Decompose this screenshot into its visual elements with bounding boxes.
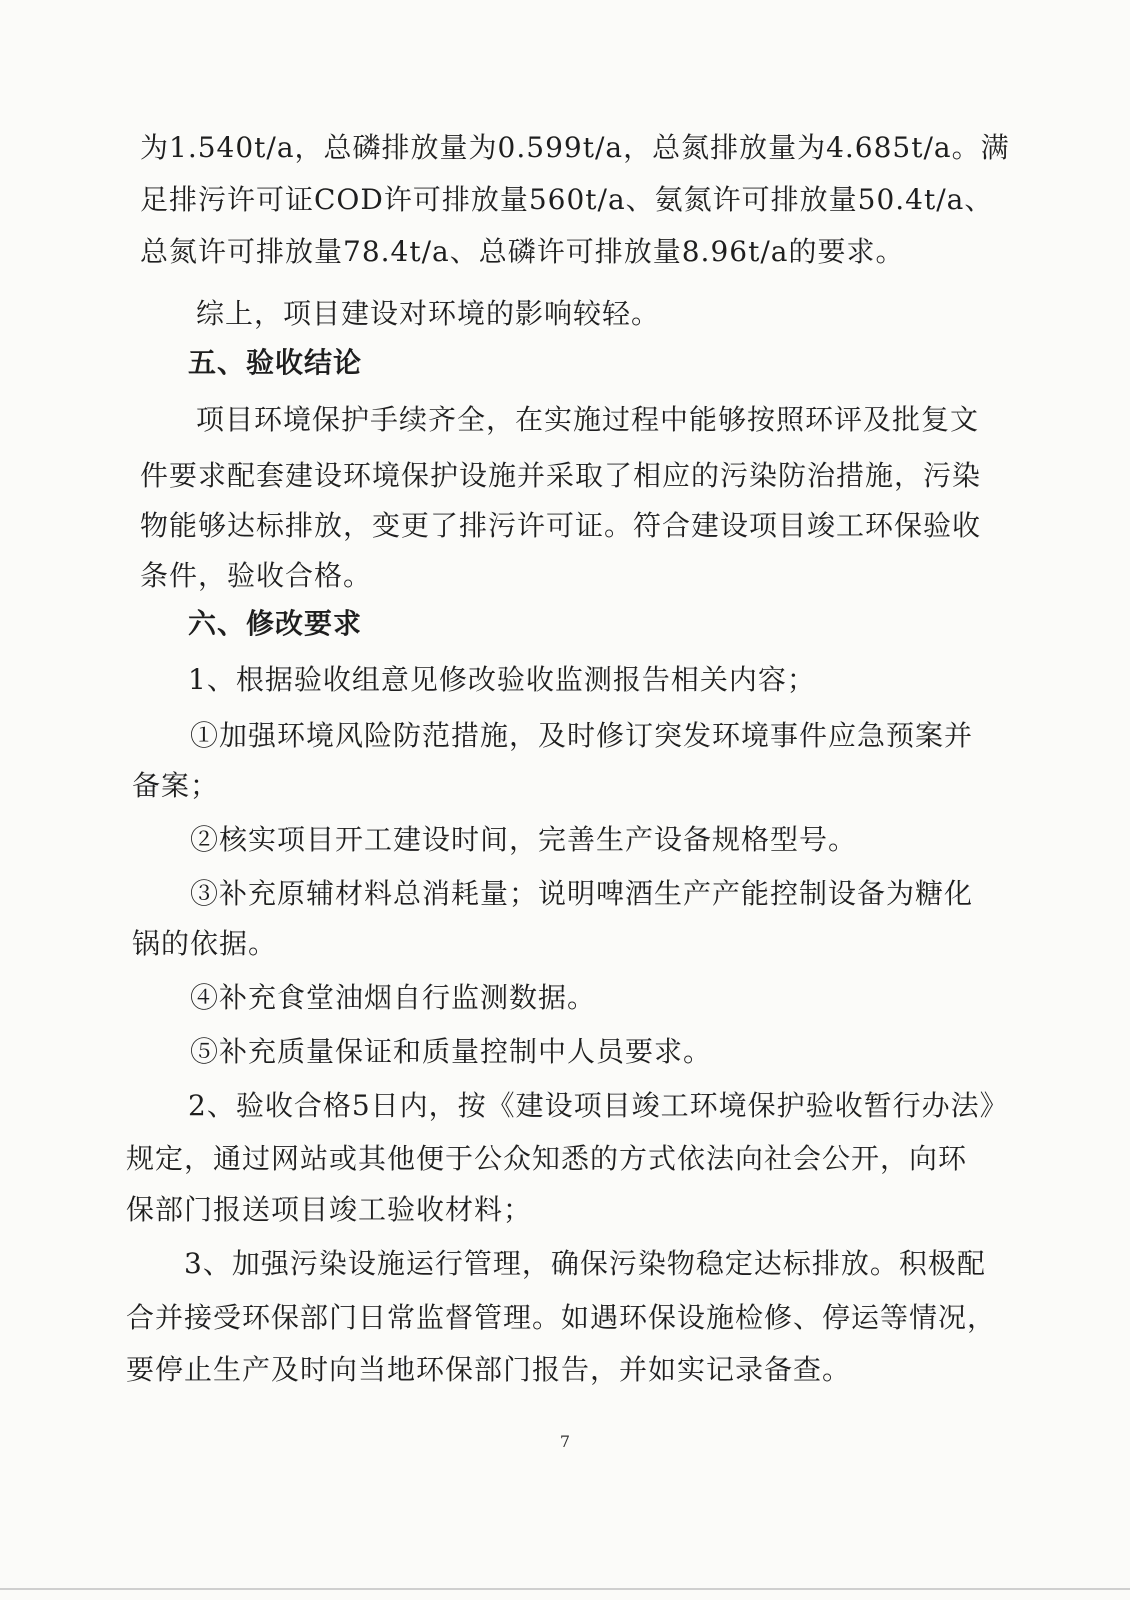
section-heading: 六、修改要求 [188, 607, 363, 640]
paragraph-line: 2、验收合格5日内，按《建设项目竣工环境保护验收暂行办法》 [188, 1089, 1009, 1122]
paragraph-line: ③补充原辅材料总消耗量；说明啤酒生产产能控制设备为糖化 [190, 877, 974, 910]
paragraph-line: ②核实项目开工建设时间，完善生产设备规格型号。 [190, 823, 858, 856]
paragraph-line: 3、加强污染设施运行管理，确保污染物稳定达标排放。积极配 [184, 1247, 986, 1280]
paragraph-line: 项目环境保护手续齐全，在实施过程中能够按照环评及批复文 [196, 403, 980, 436]
paragraph-line: 1、根据验收组意见修改验收监测报告相关内容； [188, 663, 816, 696]
paragraph-line: 件要求配套建设环境保护设施并采取了相应的污染防治措施，污染 [140, 459, 982, 492]
scan-edge-divider [0, 1588, 1130, 1590]
paragraph-line: 足排污许可证COD许可排放量560t/a、氨氮许可排放量50.4t/a、 [140, 183, 994, 216]
paragraph-line: ④补充食堂油烟自行监测数据。 [190, 981, 597, 1014]
paragraph-line: 要停止生产及时向当地环保部门报告，并如实记录备查。 [126, 1353, 852, 1386]
paragraph-line: ⑤补充质量保证和质量控制中人员要求。 [190, 1035, 713, 1068]
paragraph-line: 合并接受环保部门日常监督管理。如遇环保设施检修、停运等情况， [126, 1301, 997, 1334]
paragraph-line: 条件，验收合格。 [140, 559, 373, 592]
section-heading: 五、验收结论 [188, 346, 363, 379]
paragraph-line: 规定，通过网站或其他便于公众知悉的方式依法向社会公开，向环 [126, 1142, 968, 1175]
paragraph-line: 备案； [132, 769, 220, 802]
page-number: 7 [559, 1432, 571, 1451]
paragraph-line: 保部门报送项目竣工验收材料； [126, 1193, 533, 1226]
paragraph-line: 总氮许可排放量78.4t/a、总磷许可排放量8.96t/a的要求。 [140, 235, 905, 268]
paragraph-line: ①加强环境风险防范措施，及时修订突发环境事件应急预案并 [190, 719, 974, 752]
paragraph-line: 综上，项目建设对环境的影响较轻。 [196, 297, 661, 330]
paragraph-line: 锅的依据。 [132, 927, 278, 960]
paragraph-line: 物能够达标排放，变更了排污许可证。符合建设项目竣工环保验收 [140, 509, 982, 542]
paragraph-line: 为1.540t/a，总磷排放量为0.599t/a，总氮排放量为4.685t/a。满 [140, 131, 1010, 164]
